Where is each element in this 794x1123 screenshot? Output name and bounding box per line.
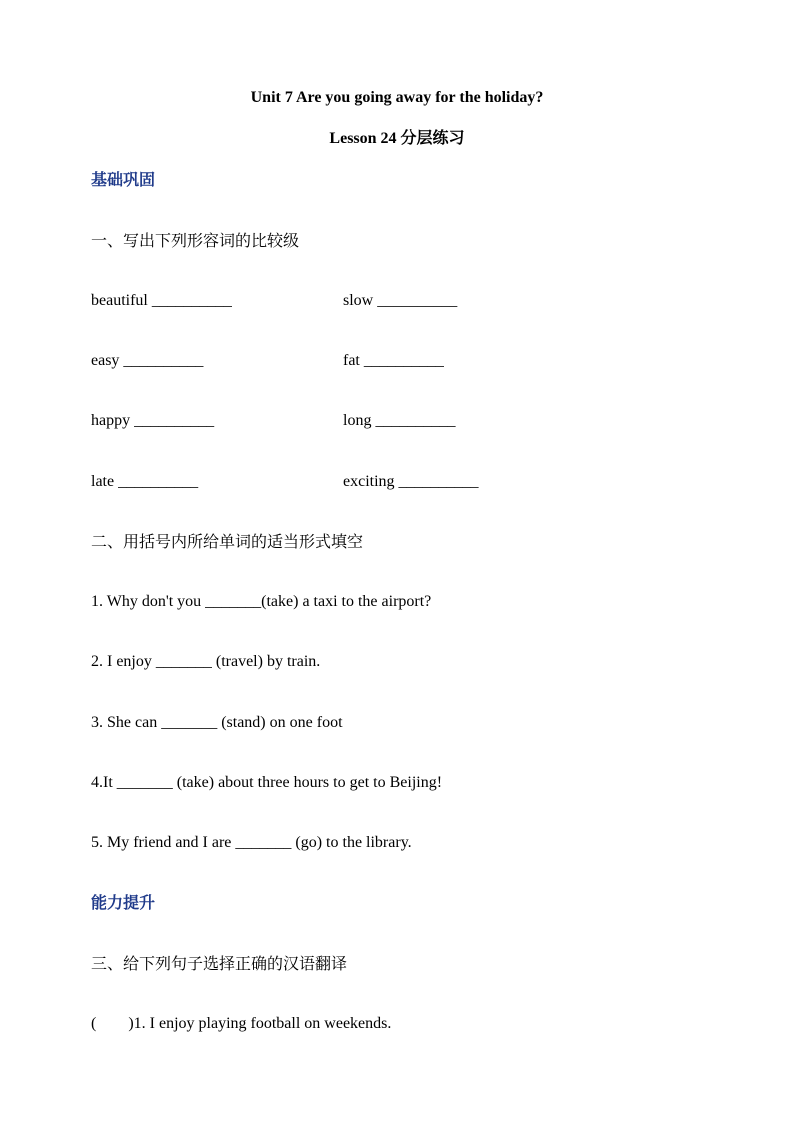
fill-blank-item: 3. She can _______ (stand) on one foot (91, 714, 343, 731)
adjective-item: easy __________ (91, 352, 204, 369)
adjective-item: late __________ (91, 473, 199, 490)
adjective-item: exciting __________ (343, 473, 479, 490)
part3-heading: 三、给下列句子选择正确的汉语翻译 (91, 954, 348, 973)
document-subtitle: Lesson 24 分层练习 (329, 130, 465, 147)
section-heading-basic: 基础巩固 (91, 170, 156, 189)
fill-blank-item: 2. I enjoy _______ (travel) by train. (91, 653, 321, 670)
adjective-item: beautiful __________ (91, 292, 232, 309)
part2-heading: 二、用括号内所给单词的适当形式填空 (91, 532, 364, 551)
adjective-item: fat __________ (343, 352, 444, 369)
fill-blank-item: 1. Why don't you _______(take) a taxi to the airport? (91, 593, 432, 610)
section-heading-advanced: 能力提升 (91, 893, 156, 912)
adjective-item: happy __________ (91, 412, 215, 429)
part1-heading: 一、写出下列形容词的比较级 (91, 231, 300, 250)
fill-blank-item: 4.It _______ (take) about three hours to get to Beijing! (91, 774, 443, 791)
fill-blank-item: 5. My friend and I are _______ (go) to the library. (91, 834, 412, 851)
document-title: Unit 7 Are you going away for the holiday? (250, 89, 544, 106)
adjective-item: slow __________ (343, 292, 458, 309)
adjective-item: long __________ (343, 412, 456, 429)
translation-item: ( )1. I enjoy playing football on weekends. (91, 1015, 392, 1032)
